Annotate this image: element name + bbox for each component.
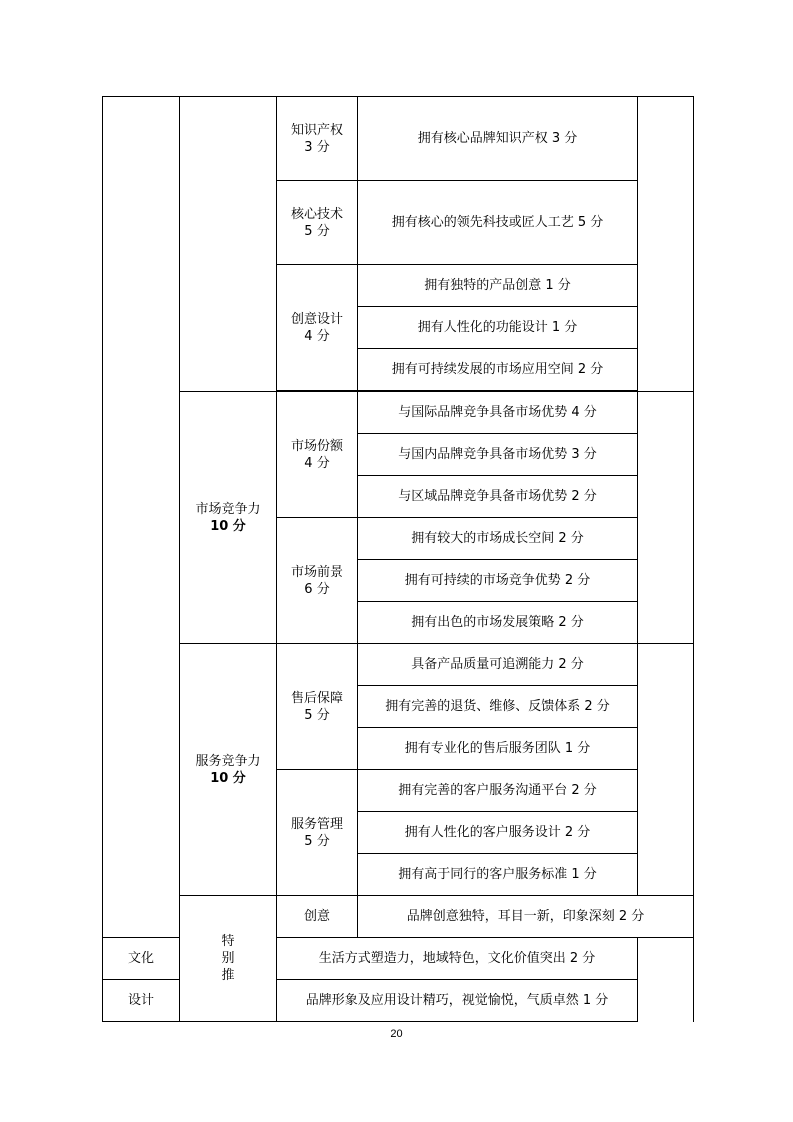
criterion-creative-design: [277, 265, 358, 391]
special-label-design: 设计: [103, 980, 180, 1022]
detail-cell: 与区域品牌竞争具备市场优势 2 分: [358, 476, 638, 518]
detail-cell: 拥有人性化的客户服务设计 2 分: [358, 812, 638, 854]
detail-cell: 拥有核心品牌知识产权 3 分: [358, 97, 638, 181]
detail-cell: 拥有专业化的售后服务团队 1 分: [358, 728, 638, 770]
competitiveness-title: 市场竞争力: [195, 501, 261, 517]
criterion-market-share: [277, 392, 358, 518]
score-cell: [638, 392, 694, 644]
criterion-score: 5 分: [304, 223, 330, 239]
criterion-title: 市场前景: [290, 564, 343, 580]
competitiveness-score: 10 分: [210, 770, 246, 786]
detail-cell: 拥有较大的市场成长空间 2 分: [358, 518, 638, 560]
detail-cell: 拥有独特的产品创意 1 分: [358, 265, 638, 307]
criterion-market-prospect: [277, 518, 358, 644]
criterion-title: 售后保障: [290, 690, 343, 706]
market-competitiveness-cell: [180, 392, 277, 644]
detail-cell: 拥有可持续的市场竞争优势 2 分: [358, 560, 638, 602]
criterion-title: 核心技术: [290, 206, 343, 222]
detail-cell: 拥有出色的市场发展策略 2 分: [358, 602, 638, 644]
criterion-core-technology: [277, 181, 358, 265]
special-recommendation-cell: [180, 896, 277, 1022]
criterion-score: 5 分: [304, 833, 330, 849]
detail-cell: 拥有高于同行的客户服务标准 1 分: [358, 854, 638, 896]
criterion-after-sales: [277, 644, 358, 770]
category-cell-empty: [103, 97, 180, 938]
special-detail-creative: 品牌创意独特，耳目一新，印象深刻 2 分: [358, 896, 694, 938]
criterion-service-management: [277, 770, 358, 896]
criterion-title: 服务管理: [290, 816, 343, 832]
criterion-score: 4 分: [304, 328, 330, 344]
score-cell: [638, 644, 694, 896]
special-label-culture: 文化: [103, 938, 180, 980]
criterion-title: 知识产权: [290, 122, 343, 138]
service-competitiveness-cell: [180, 644, 277, 896]
detail-cell: 与国内品牌竞争具备市场优势 3 分: [358, 434, 638, 476]
criterion-score: 5 分: [304, 707, 330, 723]
special-char: 特: [221, 934, 235, 949]
detail-cell: 拥有核心的领先科技或匠人工艺 5 分: [358, 181, 638, 265]
detail-cell: 具备产品质量可追溯能力 2 分: [358, 644, 638, 686]
criterion-score: 4 分: [304, 455, 330, 471]
scoring-table: [102, 96, 694, 1022]
criterion-title: 市场份额: [290, 438, 343, 454]
detail-cell: 拥有完善的退货、维修、反馈体系 2 分: [358, 686, 638, 728]
page-number: 20: [390, 1028, 403, 1040]
competitiveness-score: 10 分: [210, 518, 246, 534]
special-char: 推: [221, 968, 235, 983]
detail-cell: 拥有完善的客户服务沟通平台 2 分: [358, 770, 638, 812]
detail-cell: 拥有人性化的功能设计 1 分: [358, 307, 638, 349]
competitiveness-cell-empty: [180, 97, 277, 392]
criterion-score: 3 分: [304, 139, 330, 155]
special-char: 别: [221, 951, 235, 966]
criterion-intellectual-property: [277, 97, 358, 181]
competitiveness-title: 服务竞争力: [195, 753, 261, 769]
special-detail-culture: 生活方式塑造力，地域特色，文化价值突出 2 分: [277, 938, 638, 980]
special-detail-design: 品牌形象及应用设计精巧，视觉愉悦，气质卓然 1 分: [277, 980, 638, 1022]
criterion-title: 创意设计: [290, 311, 343, 327]
criterion-score: 6 分: [304, 581, 330, 597]
score-cell: [638, 97, 694, 392]
detail-cell: 与国际品牌竞争具备市场优势 4 分: [358, 392, 638, 434]
special-label-creative: 创意: [277, 896, 358, 938]
detail-cell: 拥有可持续发展的市场应用空间 2 分: [358, 349, 638, 391]
